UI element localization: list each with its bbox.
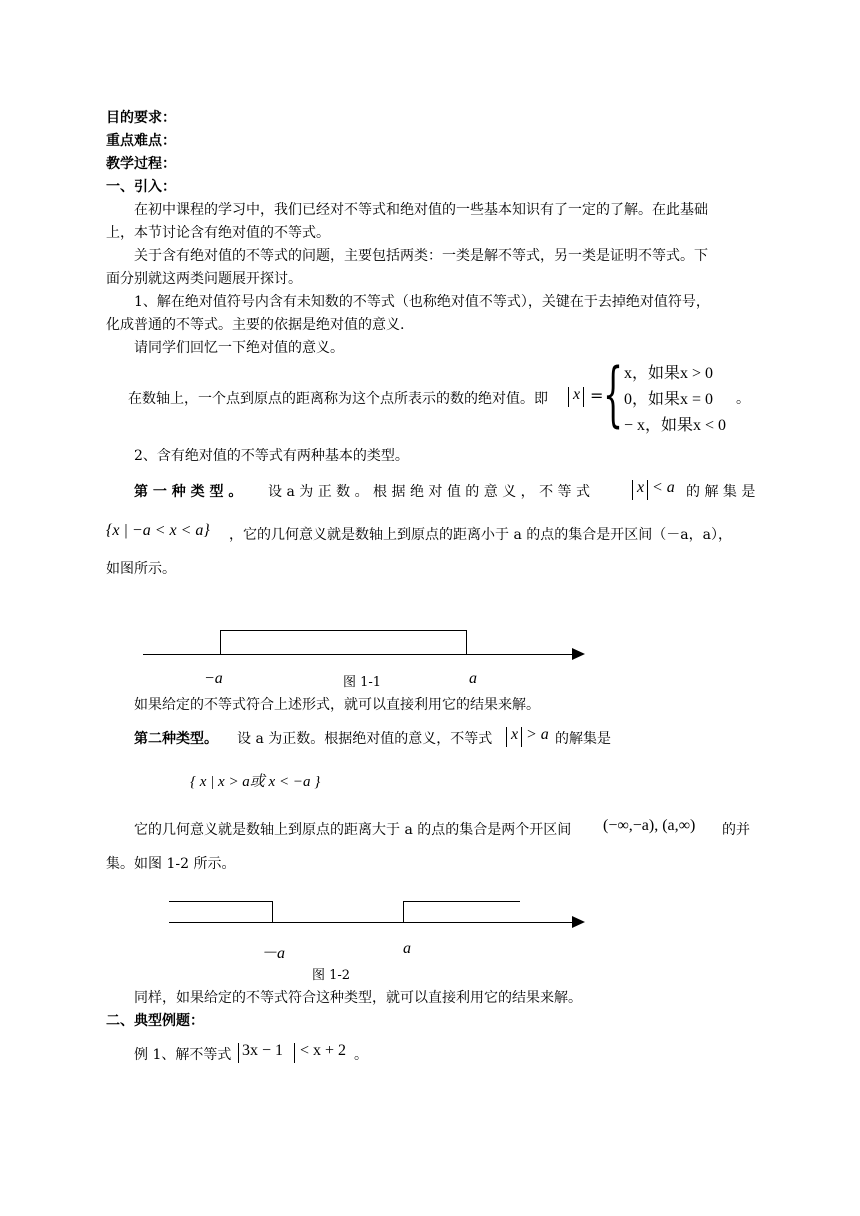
example1-abs-expression: 3x − 1 <box>242 1042 284 1059</box>
type1-title: 第 一 种 类 型 。 <box>134 484 243 500</box>
intro-p2-line1: 关于含有绝对值的不等式的问题，主要包括两类：一类是解不等式，另一类是证明不等式。下 <box>134 248 708 264</box>
abs-bar-left <box>568 387 569 407</box>
fig1-caption: 图 1-1 <box>343 675 382 690</box>
example1-end: 。 <box>354 1047 368 1063</box>
type1-solution-set: {x | −a < x < a} <box>106 522 210 539</box>
fig2-caption: 图 1-2 <box>312 968 351 983</box>
ex1-abs-bar-left <box>238 1043 239 1063</box>
type1-text3: ，它的几何意义就是数轴上到原点的距离小于 a 的点的集合是开区间（－a，a）， <box>229 527 732 543</box>
case-zero: 0，如果x = 0 <box>624 391 714 408</box>
type2-ineq-variable: x <box>511 726 519 743</box>
case-negative: − x，如果x < 0 <box>624 417 727 434</box>
intro-p1-line2: 上，本节讨论含有绝对值的不等式。 <box>106 225 330 241</box>
type1-abs-bar-left <box>632 480 633 500</box>
fig2-arrow-icon <box>572 916 585 928</box>
case-positive: x，如果x > 0 <box>624 365 714 382</box>
type1-abs-bar-right <box>647 480 648 500</box>
type2-text2: 的解集是 <box>555 731 611 747</box>
heading-key-points: 重点难点： <box>106 133 176 149</box>
fig2-left-ray <box>169 901 273 922</box>
intro-p5: 2、含有绝对值的不等式有两种基本的类型。 <box>134 448 409 464</box>
definition-equals: = <box>590 386 604 405</box>
definition-variable: x <box>573 386 581 403</box>
type2-ineq-rest: > a <box>526 726 549 743</box>
intro-p4: 请同学们回忆一下绝对值的意义。 <box>134 340 344 356</box>
intro-p2-line2: 面分别就这两类问题展开探讨。 <box>106 271 302 287</box>
definition-end: 。 <box>736 391 750 407</box>
heading-process: 教学过程： <box>106 156 176 172</box>
example1-text: 例 1、解不等式 <box>134 1047 232 1063</box>
intro-p3-line1: 1、解在绝对值符号内含有未知数的不等式（也称绝对值不等式），关键在于去掉绝对值符号， <box>134 294 710 310</box>
type2-intervals: (−∞,−a), (a,∞) <box>603 817 696 834</box>
fig2-label-a: a <box>403 940 411 957</box>
type2-geo-line1: 它的几何意义就是数轴上到原点的距离大于 a 的点的集合是两个开区间 <box>134 822 572 838</box>
type2-geo-line1-end: 的并 <box>722 822 750 838</box>
type1-text4: 如图所示。 <box>106 561 176 577</box>
section-examples-heading: 二、典型例题： <box>106 1013 204 1029</box>
type1-text1: 设 a 为 正 数 。 根 据 绝 对 值 的 意 义 ， 不 等 式 <box>268 484 590 500</box>
type2-solution-set: { x | x > a或 x < −a } <box>190 774 321 790</box>
fig1-label-neg-a: −a <box>204 670 223 687</box>
type2-text1: 设 a 为正数。根据绝对值的意义，不等式 <box>237 731 493 747</box>
type2-after: 同样，如果给定的不等式符合这种类型，就可以直接利用它的结果来解。 <box>134 990 582 1006</box>
ex1-abs-bar-right <box>294 1043 295 1063</box>
brace-icon: { <box>603 353 624 435</box>
heading-objectives: 目的要求： <box>106 110 176 126</box>
type2-abs-bar-right <box>521 727 522 747</box>
fig1-interval-bracket <box>220 630 467 654</box>
type2-geo-line2: 集。如图 1-2 所示。 <box>106 856 236 872</box>
definition-text: 在数轴上，一个点到原点的距离称为这个点所表示的数的绝对值。即 <box>128 391 548 407</box>
intro-p1-line1: 在初中课程的学习中，我们已经对不等式和绝对值的一些基本知识有了一定的了解。在此基础 <box>134 202 708 218</box>
abs-bar-right <box>583 387 584 407</box>
type1-text2: 的 解 集 是 <box>686 484 756 500</box>
section-intro-heading: 一、引入： <box>106 179 176 195</box>
fig1-arrow-icon <box>572 648 585 660</box>
intro-p3-line2: 化成普通的不等式。主要的依据是绝对值的意义. <box>106 317 405 333</box>
type2-abs-bar-left <box>506 727 507 747</box>
type1-ineq-variable: x <box>637 479 645 496</box>
type2-title: 第二种类型。 <box>134 731 218 747</box>
type1-after: 如果给定的不等式符合上述形式，就可以直接利用它的结果来解。 <box>134 697 540 713</box>
example1-rest: < x + 2 <box>300 1042 347 1059</box>
fig2-number-axis <box>169 922 574 923</box>
type1-ineq-rest: < a <box>652 479 675 496</box>
fig1-label-a: a <box>469 670 477 687</box>
fig2-label-neg-a: －a <box>261 945 286 962</box>
fig1-number-axis <box>143 654 575 655</box>
fig2-right-ray <box>403 901 520 922</box>
